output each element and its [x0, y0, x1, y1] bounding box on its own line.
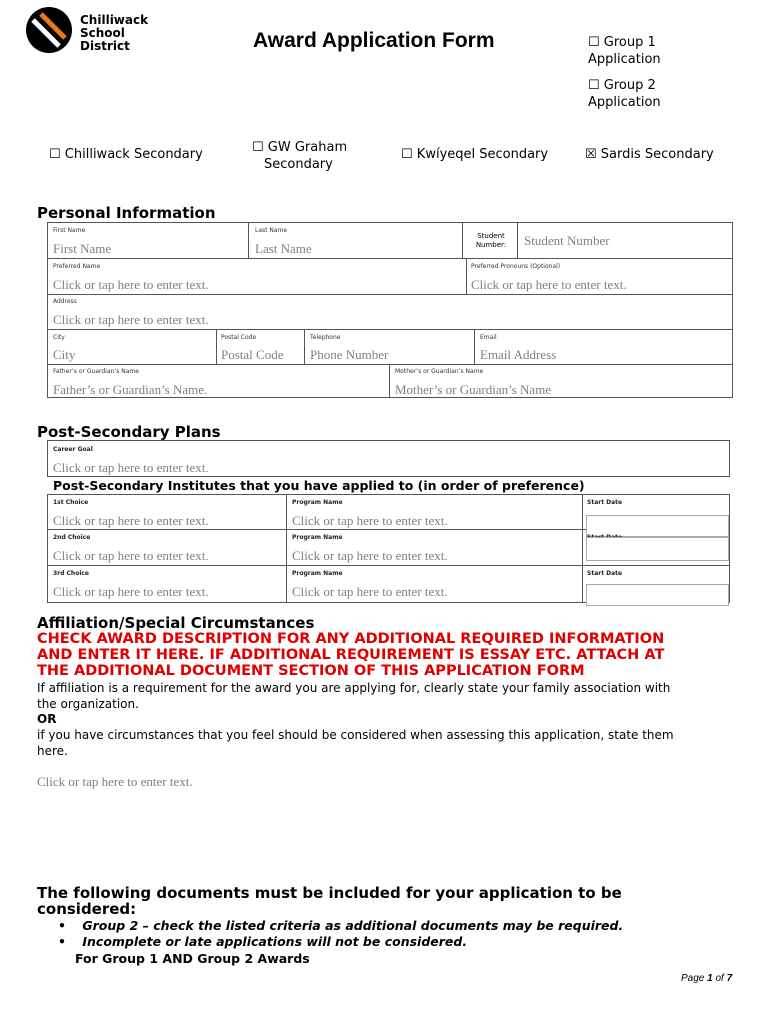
- personal-info-table: [47, 222, 733, 398]
- first-name-label: First Name: [53, 227, 86, 234]
- checkbox-icon: ☐: [49, 147, 61, 162]
- email-field[interactable]: Email Address: [480, 347, 557, 362]
- logo-line2: School District: [80, 26, 130, 53]
- preferred-name-label: Preferred Name: [53, 263, 101, 270]
- school-district-logo: [25, 6, 165, 54]
- affiliation-warning-2: AND ENTER IT HERE. IF ADDITIONAL REQUIREMENT IS ESSAY ETC. ATTACH AT: [37, 647, 665, 663]
- page-current: 1: [707, 973, 713, 984]
- mother-name-field[interactable]: Mother’s or Guardian’s Name: [395, 382, 552, 397]
- start-date2-field[interactable]: [586, 537, 729, 561]
- school-sardis-checkbox[interactable]: [585, 147, 714, 162]
- affiliation-text-1b: the organization.: [37, 697, 139, 711]
- start-date3-field[interactable]: [586, 584, 729, 606]
- post-secondary-heading: Post-Secondary Plans: [37, 423, 221, 441]
- pronouns-label: Preferred Pronouns (Optional): [471, 263, 561, 270]
- last-name-field[interactable]: Last Name: [255, 241, 312, 256]
- affiliation-text-2a: if you have circumstances that you feel should be considered when assessing this application, state them: [37, 728, 674, 742]
- school-label-2: Secondary: [264, 157, 333, 172]
- personal-info-heading: Personal Information: [37, 204, 216, 222]
- bullet-icon: •: [58, 934, 66, 949]
- address-field[interactable]: Click or tap here to enter text.: [53, 312, 209, 327]
- choice3-field[interactable]: Click or tap here to enter text.: [53, 584, 209, 599]
- affiliation-text-1a: If affiliation is a requirement for the award you are applying for, clearly state your family association with: [37, 681, 671, 695]
- student-number-field[interactable]: Student Number: [524, 233, 610, 248]
- email-label: Email: [480, 334, 497, 341]
- checkbox-icon: ☐: [401, 147, 413, 162]
- affiliation-warning-1: CHECK AWARD DESCRIPTION FOR ANY ADDITIONAL REQUIRED INFORMATION: [37, 631, 665, 647]
- program3-field[interactable]: Click or tap here to enter text.: [292, 584, 448, 599]
- start-date3-label: Start Date: [587, 570, 623, 577]
- affiliation-field[interactable]: Click or tap here to enter text.: [37, 774, 193, 789]
- choice3-label: 3rd Choice: [53, 570, 89, 577]
- last-name-label: Last Name: [255, 227, 288, 234]
- choice2-label: 2nd Choice: [53, 534, 91, 541]
- start-date1-label: Start Date: [587, 499, 623, 506]
- affiliation-text-2b: here.: [37, 744, 68, 758]
- page-title: Award Application Form: [253, 29, 495, 52]
- school-chilliwack-checkbox[interactable]: [49, 147, 203, 162]
- documents-heading-2: considered:: [37, 900, 137, 918]
- choice1-label: 1st Choice: [53, 499, 89, 506]
- choice2-field[interactable]: Click or tap here to enter text.: [53, 548, 209, 563]
- first-name-field[interactable]: First Name: [53, 241, 112, 256]
- student-label-2: Number:: [475, 241, 507, 249]
- documents-heading-1: The following documents must be included for your application to be: [37, 884, 622, 902]
- program1-field[interactable]: Click or tap here to enter text.: [292, 513, 448, 528]
- group1-checkbox[interactable]: [588, 34, 661, 68]
- postal-code-label: Postal Code: [221, 334, 257, 341]
- institutes-heading: Post-Secondary Institutes that you have applied to (in order of preference): [53, 478, 585, 493]
- preferred-name-field[interactable]: Click or tap here to enter text.: [53, 277, 209, 292]
- page-number: [681, 973, 732, 984]
- group2-label: Group 2: [603, 78, 656, 93]
- city-field[interactable]: City: [53, 347, 76, 362]
- bullet-text: Group 2 – check the listed criteria as additional documents may be required.: [82, 918, 624, 933]
- affiliation-or: OR: [37, 712, 57, 726]
- bullet-icon: •: [58, 918, 66, 933]
- logo-icon: [25, 6, 73, 54]
- affiliation-warning-3: THE ADDITIONAL DOCUMENT SECTION OF THIS APPLICATION FORM: [37, 663, 585, 679]
- of-word: of: [715, 973, 724, 984]
- checkbox-icon: ☒: [585, 147, 597, 162]
- choice1-field[interactable]: Click or tap here to enter text.: [53, 513, 209, 528]
- mother-name-label: Mother’s or Guardian’s Name: [395, 368, 484, 375]
- career-goal-label: Career Goal: [53, 446, 93, 453]
- program1-label: Program Name: [292, 499, 343, 506]
- city-label: City: [53, 334, 65, 341]
- telephone-label: Telephone: [310, 334, 341, 341]
- student-number-label: [470, 232, 512, 250]
- address-label: Address: [53, 298, 77, 305]
- checkbox-icon: ☐: [252, 140, 264, 155]
- school-kwiyeqel-checkbox[interactable]: [401, 147, 548, 162]
- father-name-label: Father’s or Guardian’s Name: [53, 368, 139, 375]
- group2-label-2: Application: [588, 95, 661, 110]
- pronouns-field[interactable]: Click or tap here to enter text.: [471, 277, 627, 292]
- group1-label-2: Application: [588, 52, 661, 67]
- school-label: Kwíyeqel Secondary: [416, 147, 549, 162]
- school-label: Sardis Secondary: [600, 147, 714, 162]
- checkbox-icon: ☐: [588, 78, 600, 93]
- program2-field[interactable]: Click or tap here to enter text.: [292, 548, 448, 563]
- documents-subheading: For Group 1 AND Group 2 Awards: [75, 951, 310, 966]
- program2-label: Program Name: [292, 534, 343, 541]
- student-label-1: Student: [477, 232, 505, 240]
- school-gwgraham-checkbox[interactable]: [252, 139, 347, 173]
- bullet-text: Incomplete or late applications will not be considered.: [82, 934, 468, 949]
- group1-label: Group 1: [603, 35, 656, 50]
- checkbox-icon: ☐: [588, 35, 600, 50]
- logo-line1: Chilliwack: [80, 13, 149, 27]
- postal-code-field[interactable]: Postal Code: [221, 347, 284, 362]
- program3-label: Program Name: [292, 570, 343, 577]
- father-name-field[interactable]: Father’s or Guardian’s Name.: [53, 382, 208, 397]
- career-goal-field[interactable]: Click or tap here to enter text.: [53, 460, 209, 475]
- school-label: Chilliwack Secondary: [64, 147, 203, 162]
- page-total: 7: [726, 973, 733, 984]
- telephone-field[interactable]: Phone Number: [310, 347, 389, 362]
- page-word: Page: [681, 973, 705, 984]
- documents-bullet-2: [58, 934, 467, 949]
- group2-checkbox[interactable]: [588, 77, 661, 111]
- documents-bullet-1: [58, 918, 623, 933]
- school-label: GW Graham: [267, 140, 348, 155]
- affiliation-heading: Affiliation/Special Circumstances: [37, 614, 315, 632]
